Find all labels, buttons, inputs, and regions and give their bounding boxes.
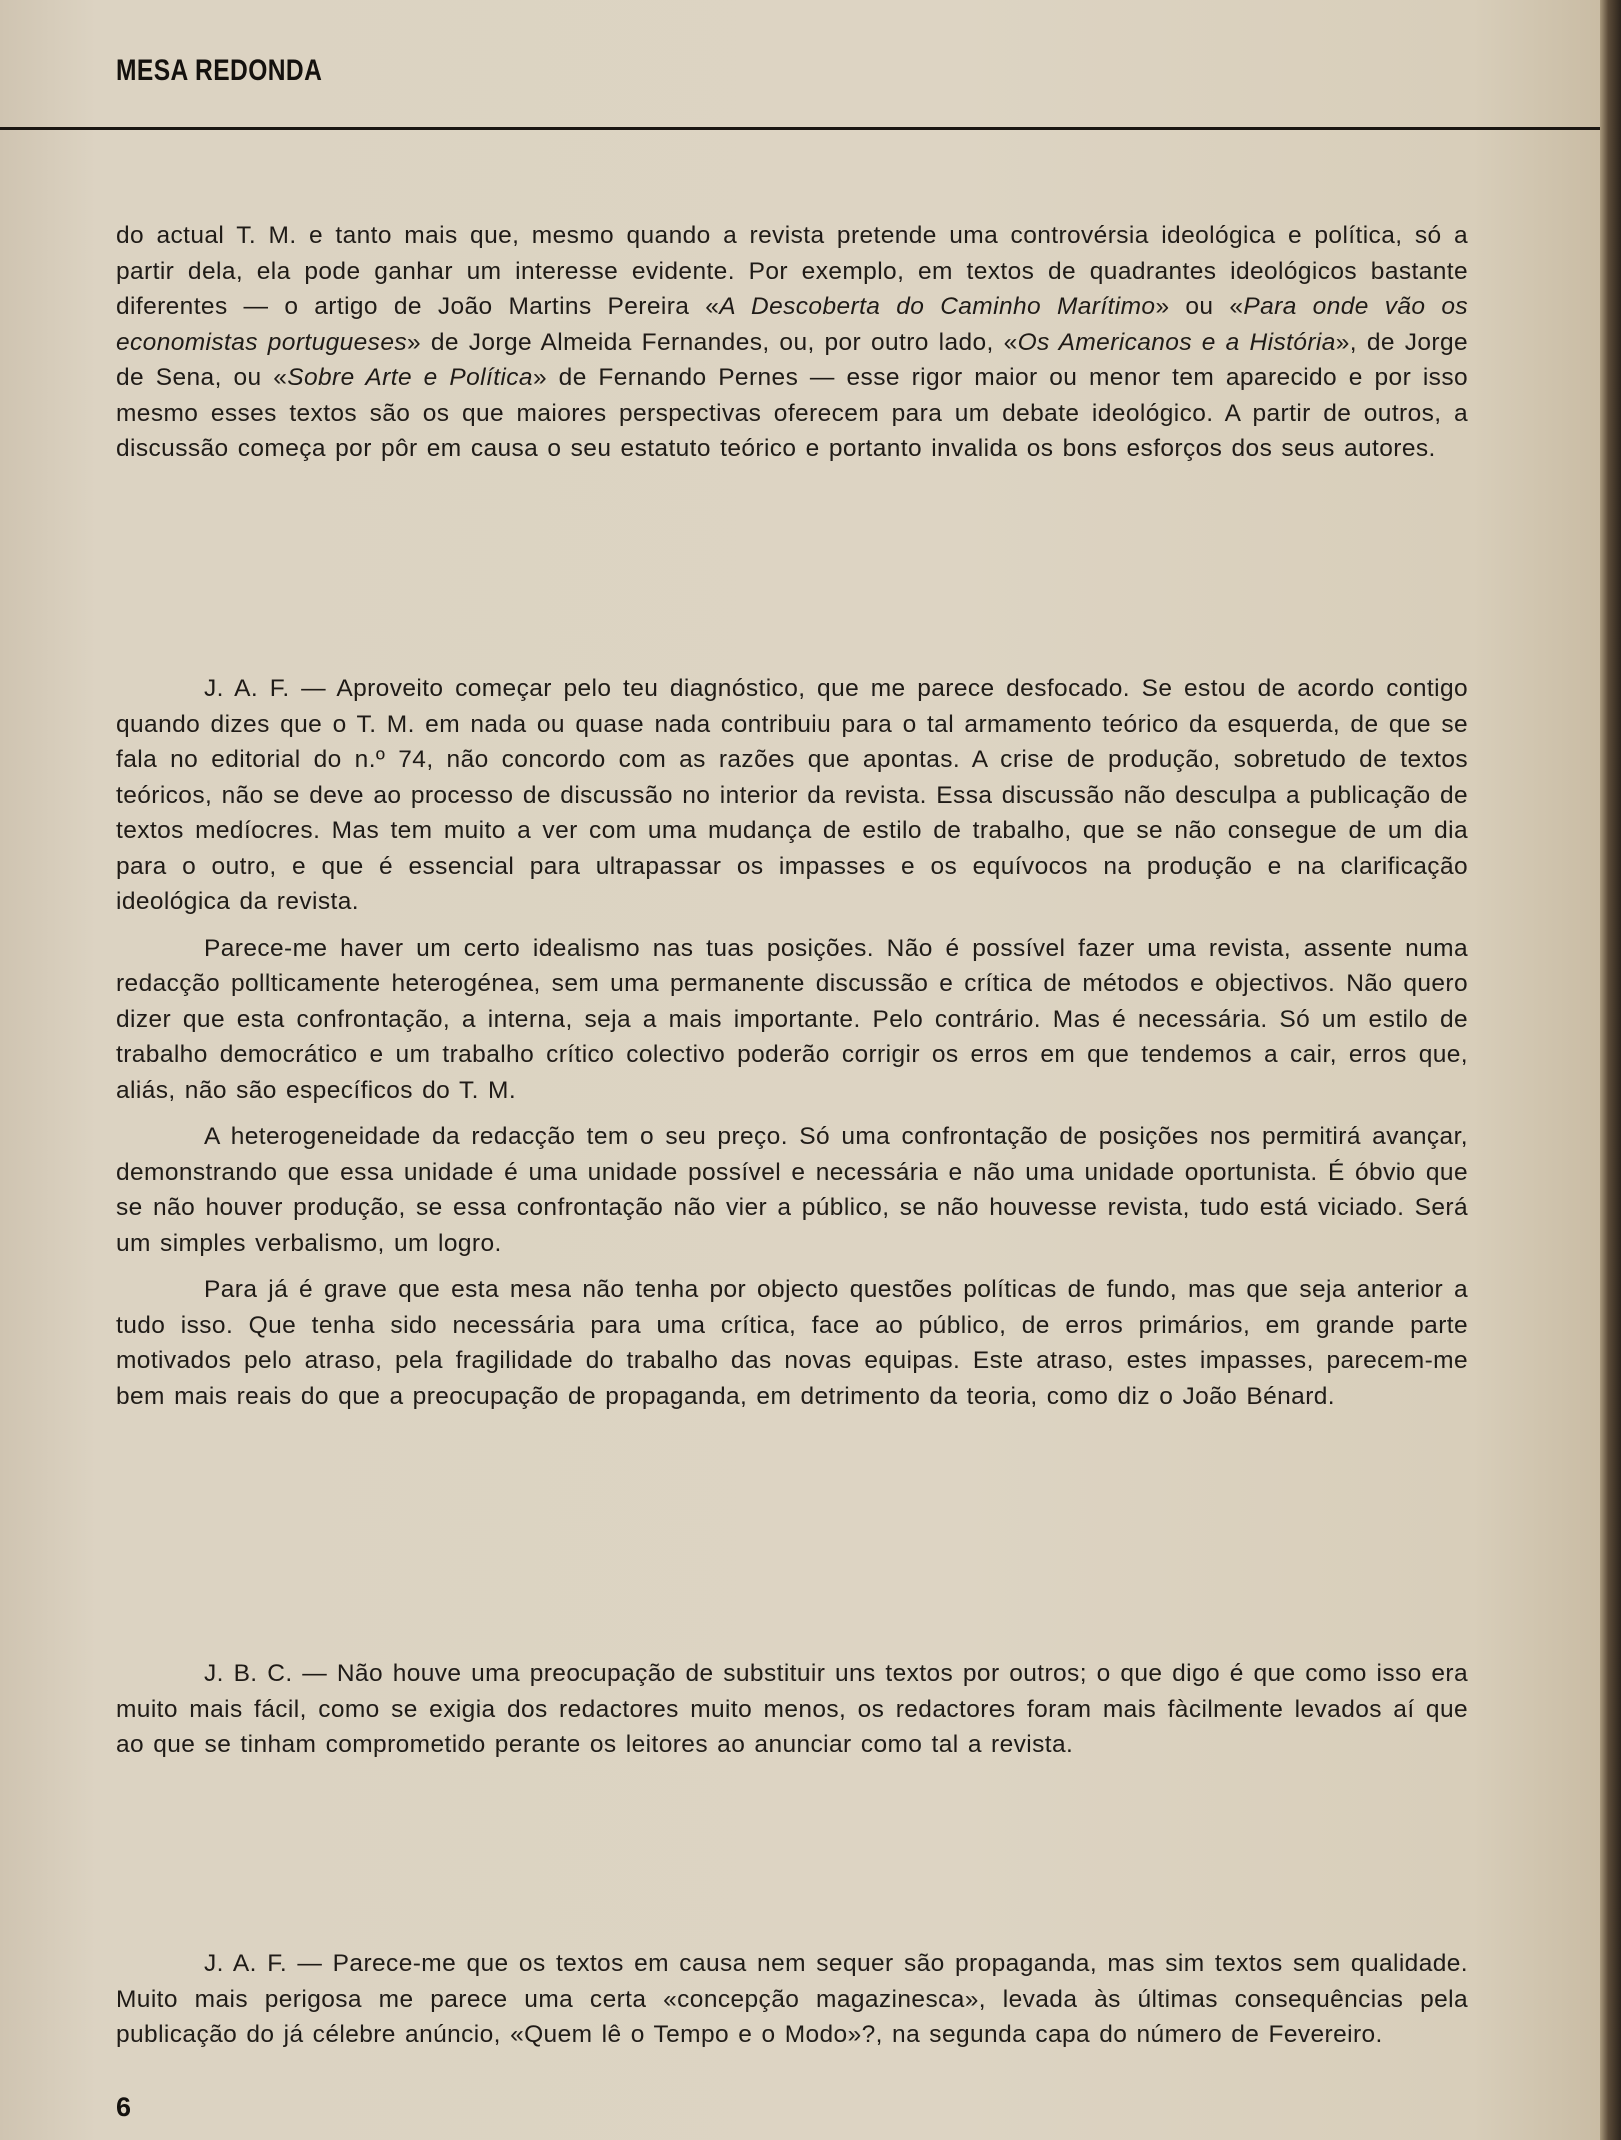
paragraph-jaf-1: J. A. F. — Aproveito começar pelo teu diagnóstico, que me parece desfocado. Se estou de acordo contigo quando dizes que o T. M. em nada ou quase nada contribuiu para o tal armamento teórico da esquerda, de que se fala no editorial do n.º 74, não concordo com as razões que apontas. A crise de produção, sobretudo de textos teóricos, não se deve ao processo de discussão no interior da revista. Essa discussão não desculpa a publicação de textos medíocres. Mas tem muito a ver com uma mudança de estilo de trabalho, que se não consegue de um dia para o outro, e que é essencial para ultrapassar os impasses e os equívocos na produção e na clarificação ideológica da revista. [116, 675, 1468, 915]
paragraph-jaf-final: J. A. F. — Parece-me que os textos em causa nem sequer são propaganda, mas sim textos sem qualidade. Muito mais perigosa me parece uma certa «concepção magazinesca», levada às últimas consequências pela publicação do já célebre anúncio, «Quem lê o Tempo e o Modo»?, na segunda capa do número de Fevereiro. [116, 1950, 1468, 2048]
paragraph-jaf-2: Parece-me haver um certo idealismo nas tuas posições. Não é possível fazer uma revista, assente numa redacção pollticamente heterogénea, sem uma permanente discussão e crítica de métodos e objectivos. Não quero dizer que esta confrontação, a interna, seja a mais importante. Pelo contrário. Mas é necessária. Só um estilo de trabalho democrático e um trabalho crítico colectivo poderão corrigir os erros em que tendemos a cair, erros que, aliás, não são específicos do T. M. [116, 934, 1468, 1104]
text-block-jaf-reply [116, 671, 1468, 1414]
cited-title: A Descoberta do Caminho Marítimo [719, 293, 1156, 320]
page-edge-shadow [1600, 0, 1621, 2140]
cited-title: Para onde vão os economistas portugueses [116, 293, 1468, 356]
paragraph-jaf-3: A heterogeneidade da redacção tem o seu preço. Só uma confrontação de posições nos permitirá avançar, demonstrando que essa unidade é uma unidade possível e necessária e não uma unidade oportunista. É óbvio que se não houver produção, se essa confrontação não vier a público, se não houvesse revista, tudo está viciado. Será um simples verbalismo, um logro. [116, 1123, 1468, 1257]
paragraph-jbc: J. B. C. — Não houve uma preocupação de substituir uns textos por outros; o que digo é que como isso era muito mais fácil, como se exigia dos redactores muito menos, os redactores foram mais fàcilmente levados aí que ao que se tinham comprometido perante os leitores ao anunciar como tal a revista. [116, 1660, 1468, 1758]
section-header-title: MESA REDONDA [116, 54, 323, 87]
text-block-jbc-reply [116, 1656, 1468, 1763]
paragraph-jaf-4: Para já é grave que esta mesa não tenha por objecto questões políticas de fundo, mas que seja anterior a tudo isso. Que tenha sido necessária para uma crítica, face ao público, de erros primários, em grande parte motivados pelo atraso, pela fragilidade do trabalho das novas equipas. Este atraso, estes impasses, parecem-me bem mais reais do que a preocupação de propaganda, em detrimento da teoria, como diz o João Bénard. [116, 1276, 1468, 1410]
text-block-continuation [116, 218, 1468, 467]
text-block-jaf-final [116, 1946, 1468, 2053]
header-rule [0, 127, 1600, 130]
cited-title: Os Americanos e a História [1017, 328, 1336, 356]
cited-title: Sobre Arte e Política [287, 364, 533, 391]
paragraph-text: » de Fernando Pernes — esse rigor maior ou menor tem aparecido e por isso mesmo esses textos são os que maiores perspectivas oferecem para um debate ideológico. A partir de outros, a discussão começa por pôr em causa o seu estatuto teórico e portanto invalida os bons esforços dos seus autores. [116, 364, 1468, 462]
paragraph-text: », de Jorge de Sena, ou « [116, 328, 1468, 391]
paragraph-continuation [116, 218, 1468, 467]
paragraph-text: do actual T. M. e tanto mais que, mesmo quando a revista pretende uma controvérsia ideológica e política, só a partir dela, ela pode ganhar um interesse evidente. Por exemplo, em textos de quadrantes ideológicos bastante diferentes — o artigo de João Martins Pereira « [116, 222, 1468, 320]
paragraph-text: » ou « [1155, 293, 1244, 320]
paragraph-text: » de Jorge Almeida Fernandes, ou, por outro lado, « [407, 328, 1018, 356]
page-number: 6 [116, 2092, 132, 2122]
